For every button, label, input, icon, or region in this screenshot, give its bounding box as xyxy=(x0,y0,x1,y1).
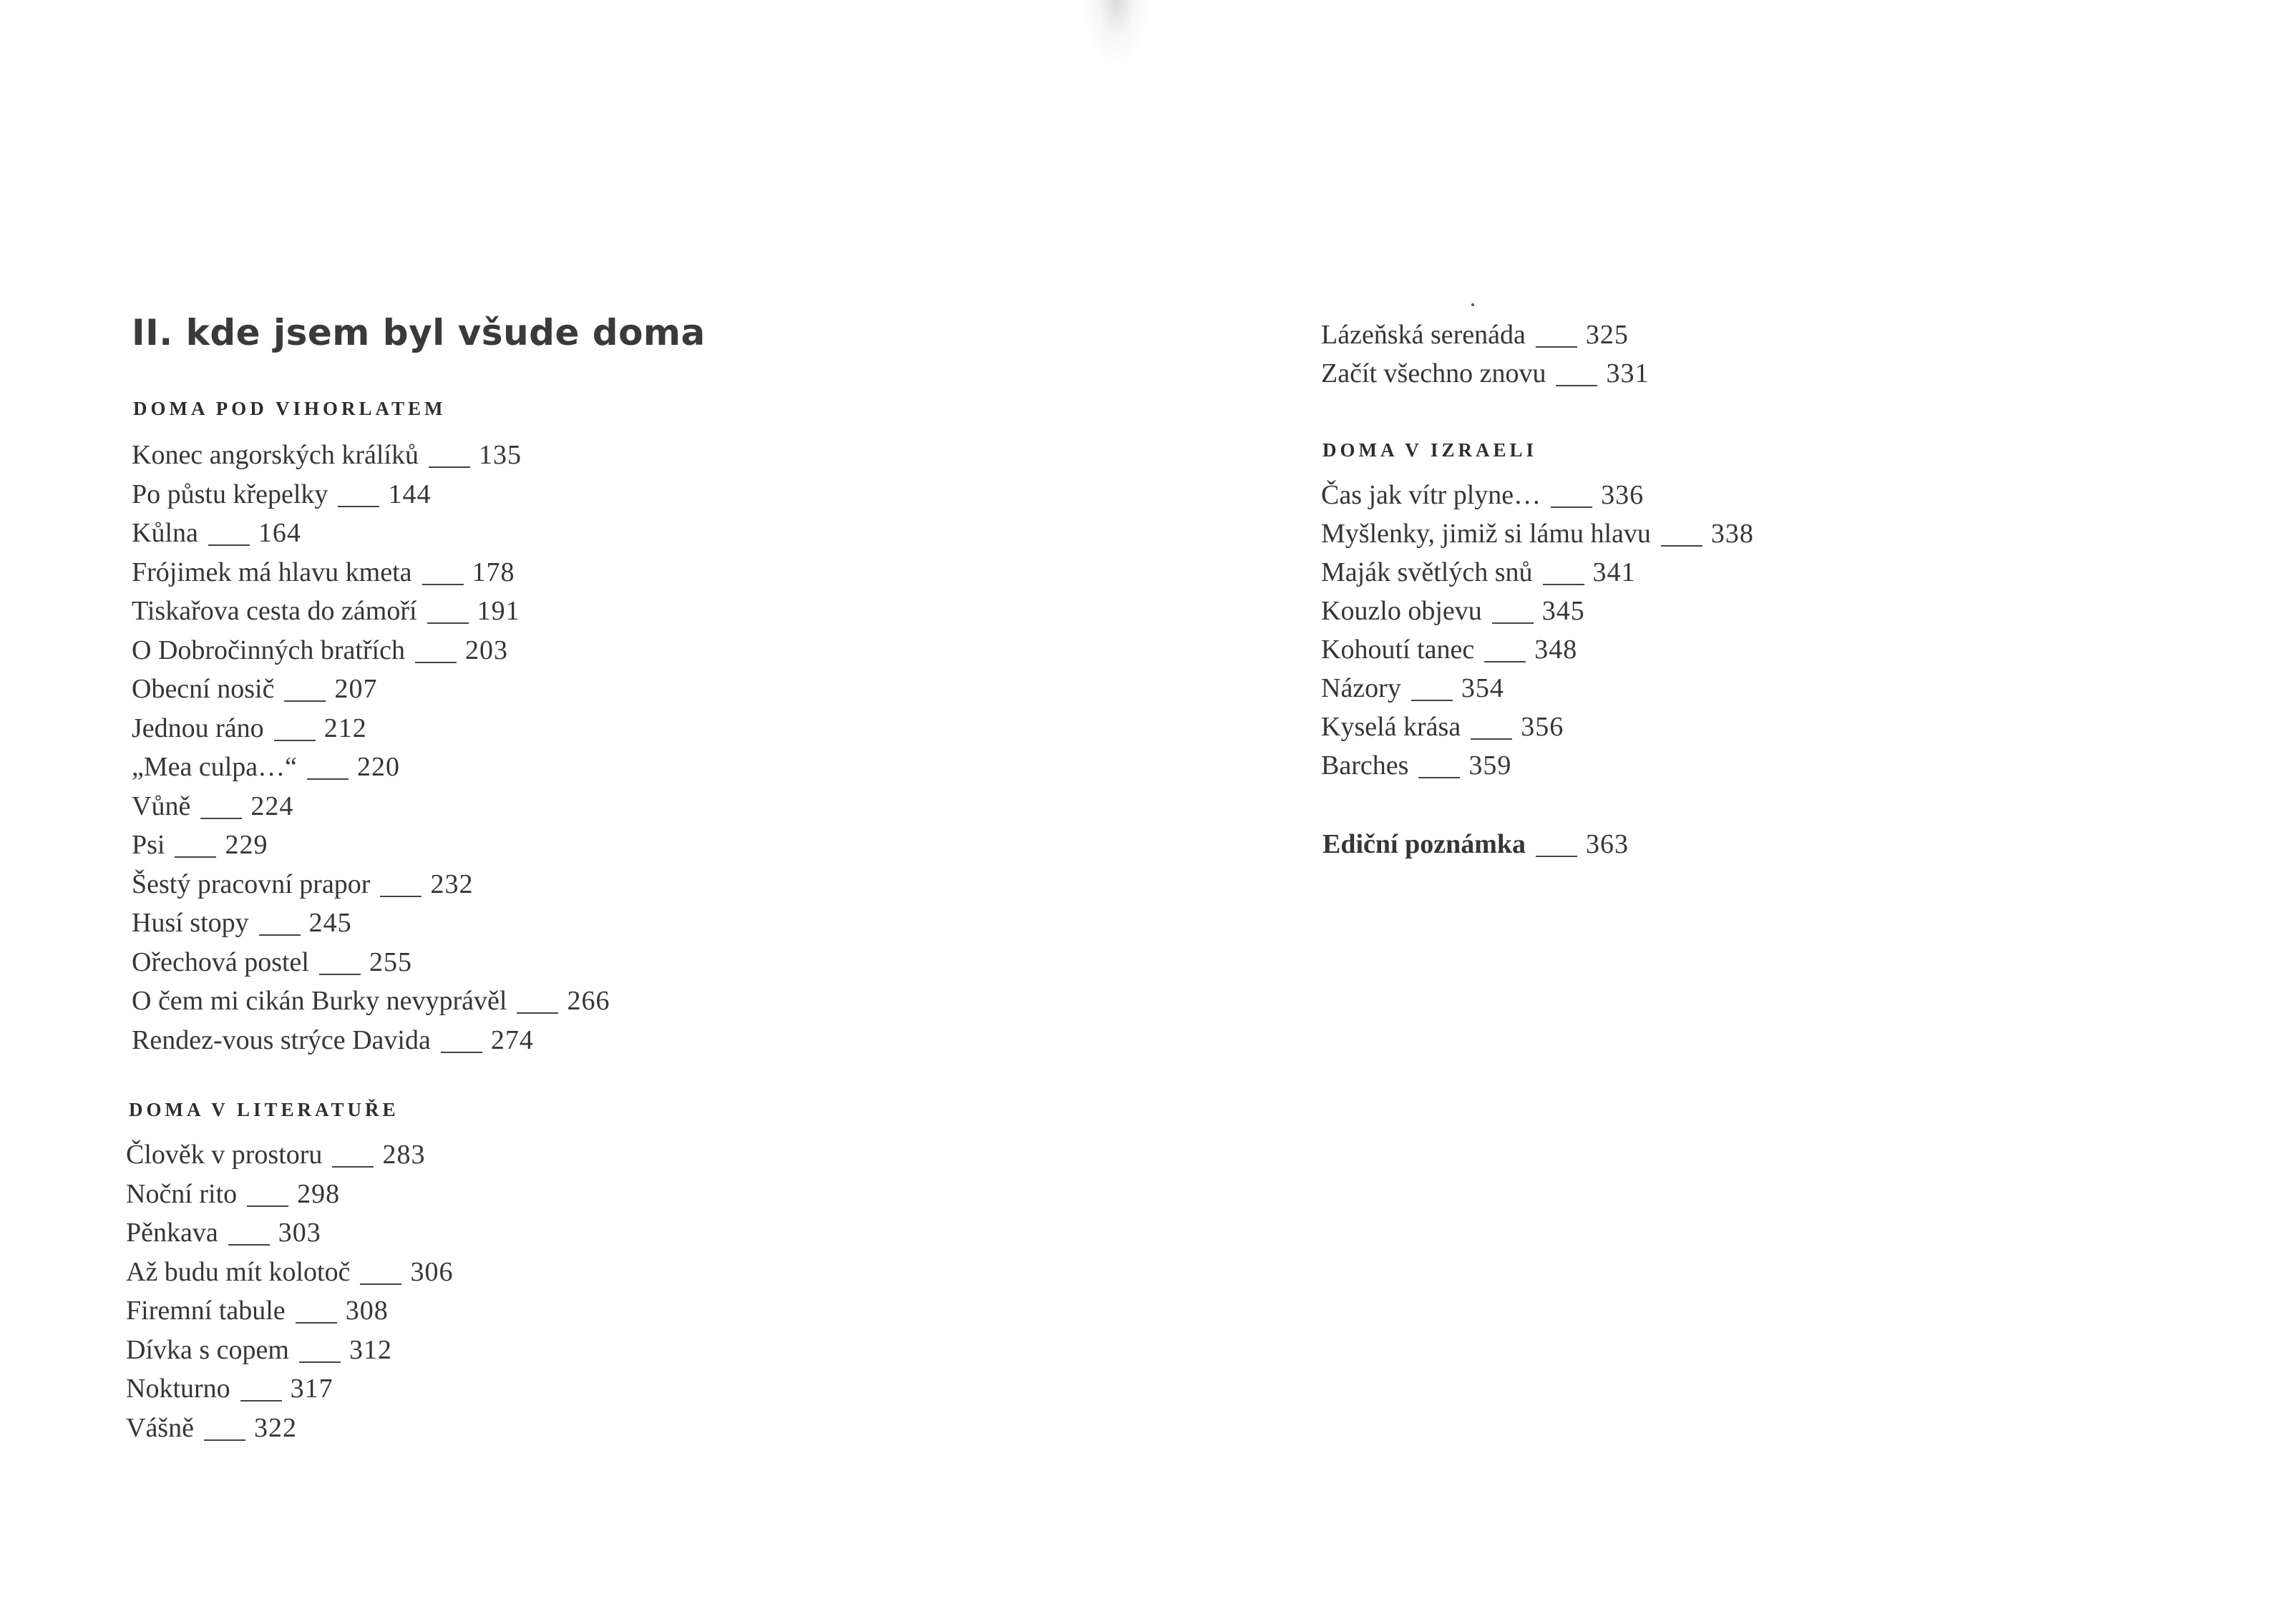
toc-entry-page: 312 xyxy=(349,1334,392,1365)
toc-entry[interactable] xyxy=(132,829,610,869)
toc-entry-page: 356 xyxy=(1521,712,1564,742)
toc-entry[interactable] xyxy=(126,1412,453,1452)
toc-list-vihorlat xyxy=(132,439,610,1063)
leader-rule xyxy=(1536,856,1577,857)
leader-rule xyxy=(1471,738,1512,740)
toc-entry-page: 178 xyxy=(472,557,515,587)
leader-rule xyxy=(259,934,301,936)
toc-entry[interactable] xyxy=(132,439,610,479)
toc-entry-title: Myšlenky, jimiž si lámu hlavu xyxy=(1321,519,1651,549)
toc-entry[interactable] xyxy=(132,479,610,518)
print-speck xyxy=(1471,303,1474,306)
toc-entry-page: 308 xyxy=(345,1296,389,1326)
toc-entry-page: 274 xyxy=(490,1024,534,1055)
toc-entry-title: Vůně xyxy=(132,791,191,821)
toc-entry[interactable] xyxy=(1321,479,1754,518)
leader-rule xyxy=(429,466,470,468)
toc-entry[interactable] xyxy=(132,869,610,908)
toc-entry-title: O Dobročinných bratřích xyxy=(132,635,405,665)
toc-entry[interactable] xyxy=(132,907,610,946)
toc-entry-title: Firemní tabule xyxy=(126,1296,286,1326)
leader-rule xyxy=(517,1012,558,1014)
toc-entry-title: Noční rito xyxy=(126,1178,238,1209)
toc-entry-page: 229 xyxy=(225,830,268,860)
leader-rule xyxy=(208,544,250,546)
toc-entry-page: 283 xyxy=(382,1140,426,1170)
part-title: II. kde jsem byl všude doma xyxy=(132,312,706,353)
toc-entry-page: 306 xyxy=(410,1256,454,1287)
toc-entry[interactable] xyxy=(1321,358,1649,396)
toc-entry-page: 220 xyxy=(357,752,401,782)
toc-entry[interactable] xyxy=(132,517,610,557)
toc-entry-page: 164 xyxy=(258,518,301,548)
toc-entry-title: Člověk v prostoru xyxy=(126,1140,323,1170)
section-heading-izrael: DOMA V IZRAELI xyxy=(1322,439,1538,461)
toc-entry-page: 341 xyxy=(1592,557,1636,587)
toc-entry[interactable] xyxy=(126,1334,453,1374)
toc-entry-page: 245 xyxy=(308,908,352,938)
toc-entry-page: 298 xyxy=(297,1178,341,1209)
toc-entry[interactable] xyxy=(126,1139,453,1178)
toc-entry[interactable] xyxy=(1321,595,1754,634)
toc-entry-page: 336 xyxy=(1601,480,1645,510)
toc-entry-title: O čem mi cikán Burky nevyprávěl xyxy=(132,986,507,1016)
toc-entry[interactable] xyxy=(1321,711,1754,750)
leader-rule xyxy=(332,1166,374,1168)
toc-entry-title: Obecní nosič xyxy=(132,674,275,704)
toc-entry-title: Lázeňská serenáda xyxy=(1321,320,1526,350)
toc-entry-title: Barches xyxy=(1321,750,1409,781)
toc-entry[interactable] xyxy=(1321,557,1754,595)
toc-entry-title: „Mea culpa…“ xyxy=(132,752,298,782)
toc-entry-title: Ediční poznámka xyxy=(1322,829,1526,859)
toc-entry[interactable] xyxy=(1321,319,1649,358)
toc-entry-title: Pěnkava xyxy=(126,1218,218,1248)
toc-entry-page: 135 xyxy=(479,440,522,470)
toc-entry-title: Frójimek má hlavu kmeta xyxy=(132,557,412,587)
toc-entry-page: 354 xyxy=(1461,673,1504,703)
toc-entry[interactable] xyxy=(132,673,610,713)
toc-entry-page: 359 xyxy=(1468,750,1512,781)
leader-rule xyxy=(284,700,326,702)
leader-rule xyxy=(380,896,422,897)
toc-entry[interactable] xyxy=(126,1217,453,1256)
toc-entry-page: 266 xyxy=(567,986,610,1016)
leader-rule xyxy=(1536,346,1577,348)
toc-entry-page: 224 xyxy=(250,791,294,821)
toc-entry-title: Šestý pracovní prapor xyxy=(132,869,371,899)
toc-entry[interactable] xyxy=(132,985,610,1024)
toc-entry-page: 348 xyxy=(1534,635,1578,665)
leader-rule xyxy=(441,1052,482,1053)
toc-entry[interactable] xyxy=(132,791,610,830)
toc-list-izrael xyxy=(1321,479,1754,788)
leader-rule xyxy=(240,1400,282,1402)
leader-rule xyxy=(360,1283,401,1285)
toc-list-continued xyxy=(1321,319,1649,396)
leader-rule xyxy=(1661,545,1702,547)
toc-entry-page: 255 xyxy=(369,946,412,977)
leader-rule xyxy=(228,1244,270,1246)
section-heading-vihorlat: DOMA POD VIHORLATEM xyxy=(133,398,447,419)
toc-entry-page: 212 xyxy=(323,713,367,743)
toc-list-closing xyxy=(1322,828,1629,867)
leader-rule xyxy=(1551,507,1592,508)
toc-entry[interactable] xyxy=(132,946,610,986)
toc-entry-page: 303 xyxy=(278,1218,321,1248)
leader-rule xyxy=(299,1361,341,1363)
toc-entry[interactable] xyxy=(1321,750,1754,788)
toc-entry-title: Konec angorských králíků xyxy=(132,440,419,470)
toc-entry-title: Husí stopy xyxy=(132,908,249,938)
toc-entry-title: Začít všechno znovu xyxy=(1321,358,1546,388)
toc-entry[interactable] xyxy=(126,1178,453,1218)
toc-entry-title: Kyselá krása xyxy=(1321,712,1461,742)
toc-entry[interactable] xyxy=(132,713,610,752)
toc-entry-page: 191 xyxy=(477,596,520,626)
toc-entry-page: 338 xyxy=(1710,519,1754,549)
leader-rule xyxy=(204,1439,245,1441)
leader-rule xyxy=(1556,385,1597,386)
toc-list-literatura xyxy=(126,1139,453,1451)
toc-entry[interactable] xyxy=(126,1256,453,1296)
toc-entry[interactable] xyxy=(132,595,610,635)
toc-entry[interactable] xyxy=(1321,672,1754,711)
leader-rule xyxy=(1418,777,1460,778)
leader-rule xyxy=(422,584,464,585)
toc-entry[interactable] xyxy=(1321,518,1754,557)
leader-rule xyxy=(1484,661,1526,662)
leader-rule xyxy=(427,622,469,624)
leader-rule xyxy=(319,974,361,975)
toc-entry-page: 203 xyxy=(465,635,508,665)
toc-entry-title: Rendez-vous strýce Davida xyxy=(132,1024,431,1055)
toc-entry-closing[interactable] xyxy=(1322,828,1629,867)
toc-entry-title: Nokturno xyxy=(126,1374,230,1404)
toc-entry-title: Názory xyxy=(1321,673,1401,703)
toc-entry-title: Kouzlo objevu xyxy=(1321,596,1482,626)
toc-entry-title: Dívka s copem xyxy=(126,1334,289,1365)
section-heading-literatura: DOMA V LITERATUŘE xyxy=(129,1099,399,1120)
toc-entry-page: 207 xyxy=(334,674,378,704)
toc-entry-title: Až budu mít kolotoč xyxy=(126,1256,351,1287)
leader-rule xyxy=(1492,622,1534,624)
toc-entry-page: 331 xyxy=(1606,358,1650,388)
toc-entry-title: Tiskařova cesta do zámoří xyxy=(132,596,417,626)
toc-entry-title: Kohoutí tanec xyxy=(1321,635,1475,665)
toc-entry-title: Jednou ráno xyxy=(132,713,264,743)
toc-entry-title: Čas jak vítr plyne… xyxy=(1321,480,1541,510)
leader-rule xyxy=(247,1205,288,1207)
toc-entry[interactable] xyxy=(132,1024,610,1064)
toc-entry[interactable] xyxy=(132,751,610,791)
toc-entry-title: Maják světlých snů xyxy=(1321,557,1533,587)
leader-rule xyxy=(338,506,379,507)
right-page xyxy=(1145,0,2290,1624)
toc-entry-title: Po půstu křepelky xyxy=(132,479,328,509)
toc-entry-title: Kůlna xyxy=(132,518,198,548)
leader-rule xyxy=(200,818,242,819)
toc-entry-page: 317 xyxy=(290,1374,333,1404)
toc-entry-page: 345 xyxy=(1541,596,1585,626)
leader-rule xyxy=(1411,700,1453,701)
toc-entry-page: 322 xyxy=(253,1412,297,1443)
toc-entry[interactable] xyxy=(126,1295,453,1334)
toc-entry-title: Vášně xyxy=(126,1412,194,1443)
toc-entry-page: 144 xyxy=(388,479,432,509)
leader-rule xyxy=(415,662,457,663)
toc-entry-page: 363 xyxy=(1586,829,1629,859)
leader-rule xyxy=(175,856,216,858)
toc-entry-title: Psi xyxy=(132,830,165,860)
toc-entry-page: 325 xyxy=(1585,320,1629,350)
leader-rule xyxy=(307,778,349,780)
leader-rule xyxy=(296,1322,337,1324)
leader-rule xyxy=(274,740,316,741)
toc-entry-page: 232 xyxy=(430,869,474,899)
toc-entry[interactable] xyxy=(1321,634,1754,672)
toc-entry[interactable] xyxy=(132,635,610,674)
toc-entry[interactable] xyxy=(132,557,610,596)
toc-entry[interactable] xyxy=(126,1373,453,1412)
leader-rule xyxy=(1543,584,1584,585)
toc-entry-title: Ořechová postel xyxy=(132,946,309,977)
